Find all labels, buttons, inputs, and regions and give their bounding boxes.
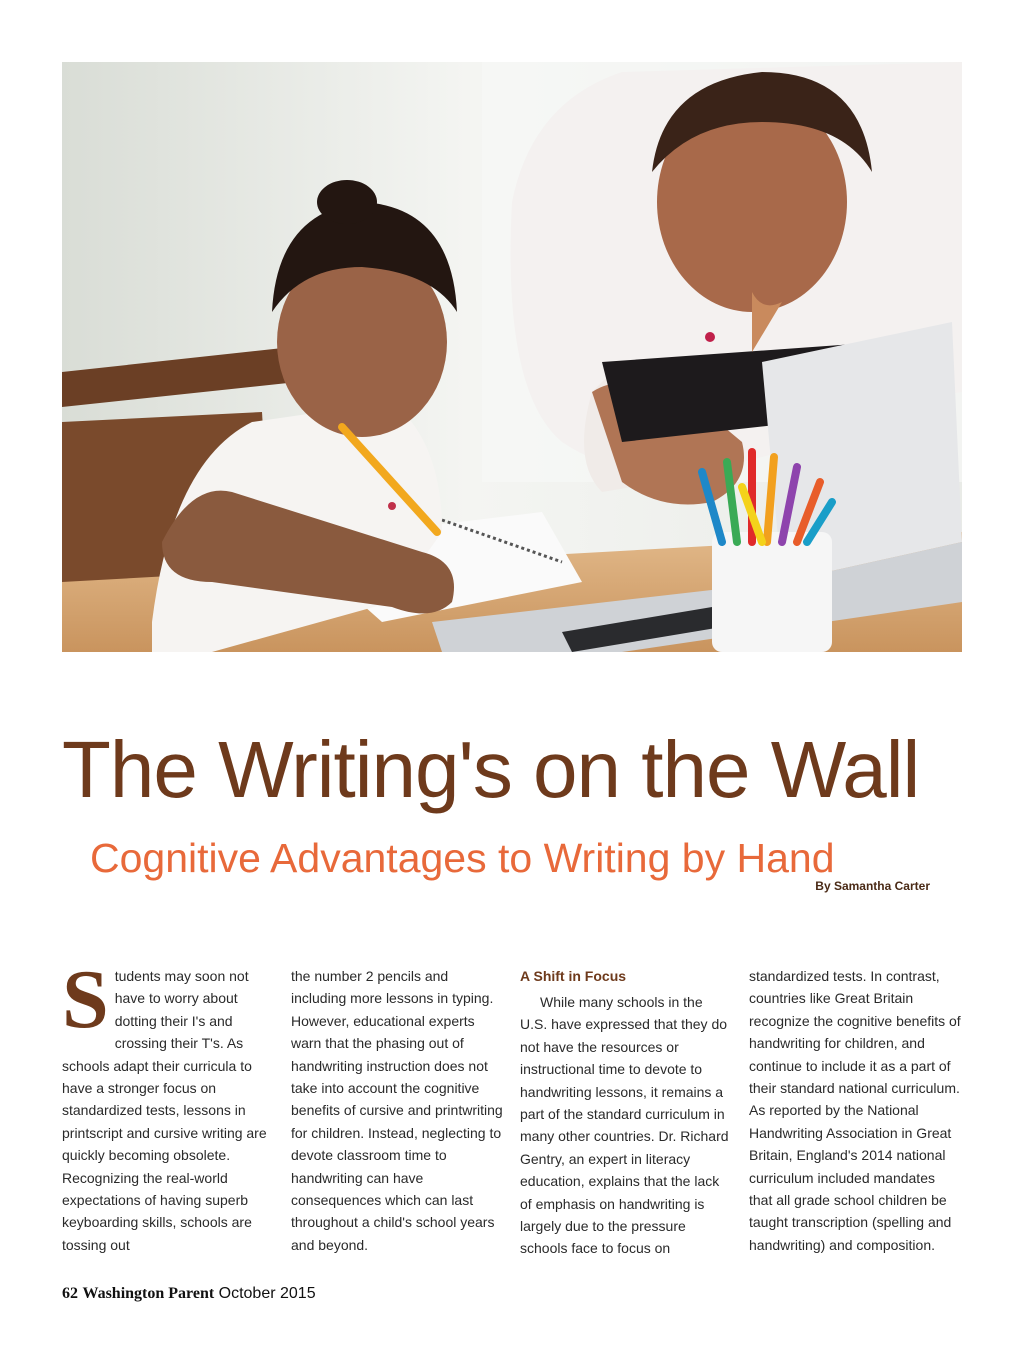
issue-date: October 2015	[218, 1285, 316, 1302]
publication-name: Washington Parent	[82, 1285, 215, 1302]
section-heading: A Shift in Focus	[520, 968, 627, 984]
article-byline: By Samantha Carter	[815, 879, 930, 893]
hero-photo-illustration	[62, 62, 962, 652]
column-1	[62, 953, 274, 1256]
article-subtitle: Cognitive Advantages to Writing by Hand	[90, 835, 835, 881]
page-footer	[62, 1282, 316, 1306]
column-1-text: tudents may soon not have to worry about dotting their I's and crossing their T's. As schools adapt their curricula to have a stronger focus on standardized tests, lessons in printscript and cursive writing are quickly becoming obsolete. Recognizing the real-world expectations of having superb keyboarding skills, schools are tossing out	[62, 968, 267, 1253]
column-2-text: the number 2 pencils and including more lessons in typing. However, educational experts warn that the phasing out of handwriting instruction does not take into account the cognitive benefits of cursive and printwriting for children. Instead, neglecting to devote classroom time to handwriting can have consequences which can last throughout a child's school years and beyond.	[291, 968, 503, 1253]
column-4	[749, 965, 961, 1256]
article-title: The Writing's on the Wall	[62, 725, 920, 814]
hero-photo	[62, 62, 962, 652]
column-4-text: standardized tests. In contrast, countries like Great Britain recognize the cognitive benefits of handwriting for children, and continue to include it as a part of their standard national curriculum. As reported by the National Handwriting Association in Great Britain, England's 2014 national curriculum included mandates that all grade school children be taught transcription (spelling and handwriting) and composition.	[749, 968, 961, 1253]
column-2	[291, 965, 503, 1256]
article-body	[62, 953, 972, 1265]
column-3	[520, 965, 732, 1260]
column-3-text: While many schools in the U.S. have expressed that they do not have the resources or instructional time to devote to handwriting lessons, it remains a part of the standard curriculum in many other countries. Dr. Richard Gentry, an expert in literacy education, explains that the lack of emphasis on handwriting is largely due to the pressure schools face to focus on	[520, 994, 729, 1257]
drop-cap: S	[62, 953, 109, 1046]
page-number: 62	[62, 1285, 78, 1302]
